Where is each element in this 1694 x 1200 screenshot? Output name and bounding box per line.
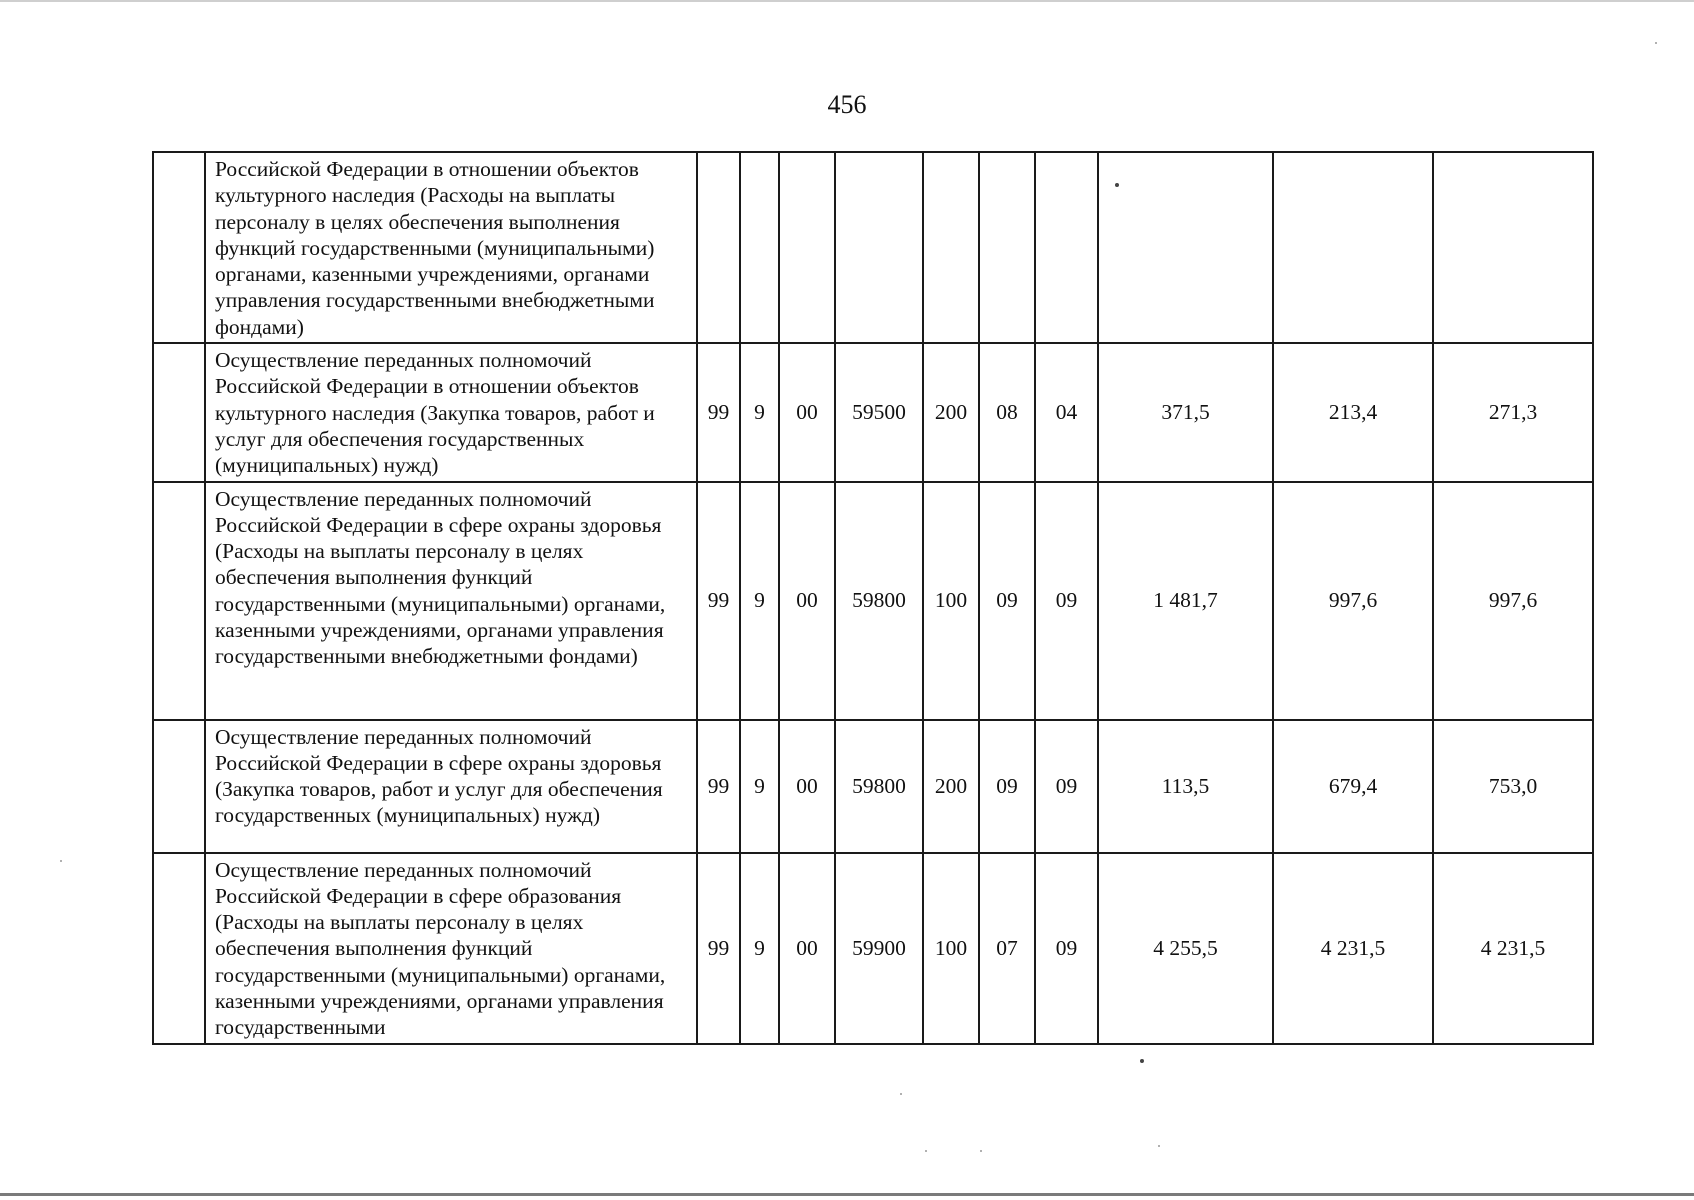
row-description: Осуществление переданных полномочий Российской Федерации в сфере образования (Расходы на выплаты персоналу в целях обеспечения выполнения функций государственными (муниципальными) органами, казенными учреждениями, органами управления государственными [205, 853, 697, 1044]
budget-table [152, 151, 1594, 1045]
amount-cell [1273, 152, 1433, 343]
row-index-cell [153, 853, 205, 1044]
row-description: Российской Федерации в отношении объектов культурного наследия (Расходы на выплаты персоналу в целях обеспечения выполнения функций государственными (муниципальными) органами, казенными учреждениями, органами управления государственными внебюджетными фондами) [205, 152, 697, 343]
scan-speck [900, 1093, 902, 1095]
code-cell: 9 [740, 853, 779, 1044]
code-cell [835, 152, 923, 343]
row-index-cell [153, 343, 205, 481]
code-cell: 100 [923, 853, 979, 1044]
table-row [153, 720, 1593, 853]
code-cell: 99 [697, 720, 740, 853]
scan-edge-top [0, 0, 1694, 2]
code-cell: 00 [779, 853, 835, 1044]
amount-cell: 4 255,5 [1098, 853, 1273, 1044]
scan-speck [60, 860, 62, 862]
code-cell: 08 [979, 343, 1035, 481]
scan-speck [1655, 42, 1657, 44]
code-cell: 200 [923, 343, 979, 481]
code-cell [979, 152, 1035, 343]
code-cell: 07 [979, 853, 1035, 1044]
code-cell [740, 152, 779, 343]
row-description: Осуществление переданных полномочий Российской Федерации в сфере охраны здоровья (Расходы на выплаты персоналу в целях обеспечения выполнения функций государственными (муниципальными) органами, казенными учреждениями, органами управления государственными внебюджетными фондами) [205, 482, 697, 720]
code-cell: 00 [779, 482, 835, 720]
code-cell [1035, 152, 1098, 343]
code-cell: 09 [979, 482, 1035, 720]
code-cell: 59800 [835, 482, 923, 720]
code-cell: 59800 [835, 720, 923, 853]
code-cell: 9 [740, 720, 779, 853]
code-cell [923, 152, 979, 343]
scan-speck [1140, 1059, 1144, 1063]
code-cell: 09 [1035, 720, 1098, 853]
table-row [153, 853, 1593, 1044]
code-cell: 09 [1035, 482, 1098, 720]
code-cell: 99 [697, 343, 740, 481]
amount-cell: 753,0 [1433, 720, 1593, 853]
amount-cell: 4 231,5 [1273, 853, 1433, 1044]
scan-edge-bottom [0, 1193, 1694, 1196]
scan-speck [1115, 183, 1119, 187]
code-cell: 09 [1035, 853, 1098, 1044]
code-cell [697, 152, 740, 343]
amount-cell [1433, 152, 1593, 343]
scan-speck [925, 1150, 927, 1152]
amount-cell: 1 481,7 [1098, 482, 1273, 720]
amount-cell: 997,6 [1433, 482, 1593, 720]
amount-cell: 679,4 [1273, 720, 1433, 853]
code-cell [779, 152, 835, 343]
table-row [153, 152, 1593, 343]
row-index-cell [153, 720, 205, 853]
amount-cell: 371,5 [1098, 343, 1273, 481]
code-cell: 100 [923, 482, 979, 720]
row-index-cell [153, 152, 205, 343]
row-index-cell [153, 482, 205, 720]
amount-cell: 271,3 [1433, 343, 1593, 481]
code-cell: 99 [697, 482, 740, 720]
code-cell: 09 [979, 720, 1035, 853]
code-cell: 200 [923, 720, 979, 853]
amount-cell: 997,6 [1273, 482, 1433, 720]
table-row [153, 343, 1593, 481]
code-cell: 9 [740, 482, 779, 720]
page-number: 456 [827, 90, 867, 119]
amount-cell: 113,5 [1098, 720, 1273, 853]
code-cell: 59900 [835, 853, 923, 1044]
code-cell: 9 [740, 343, 779, 481]
code-cell: 59500 [835, 343, 923, 481]
scan-speck [980, 1150, 982, 1152]
row-description: Осуществление переданных полномочий Российской Федерации в отношении объектов культурного наследия (Закупка товаров, работ и услуг для обеспечения государственных (муниципальных) нужд) [205, 343, 697, 481]
code-cell: 04 [1035, 343, 1098, 481]
row-description: Осуществление переданных полномочий Российской Федерации в сфере охраны здоровья (Закупка товаров, работ и услуг для обеспечения государственных (муниципальных) нужд) [205, 720, 697, 853]
code-cell: 00 [779, 343, 835, 481]
code-cell: 99 [697, 853, 740, 1044]
amount-cell [1098, 152, 1273, 343]
table-row [153, 482, 1593, 720]
amount-cell: 213,4 [1273, 343, 1433, 481]
code-cell: 00 [779, 720, 835, 853]
scan-speck [1158, 1145, 1160, 1147]
amount-cell: 4 231,5 [1433, 853, 1593, 1044]
